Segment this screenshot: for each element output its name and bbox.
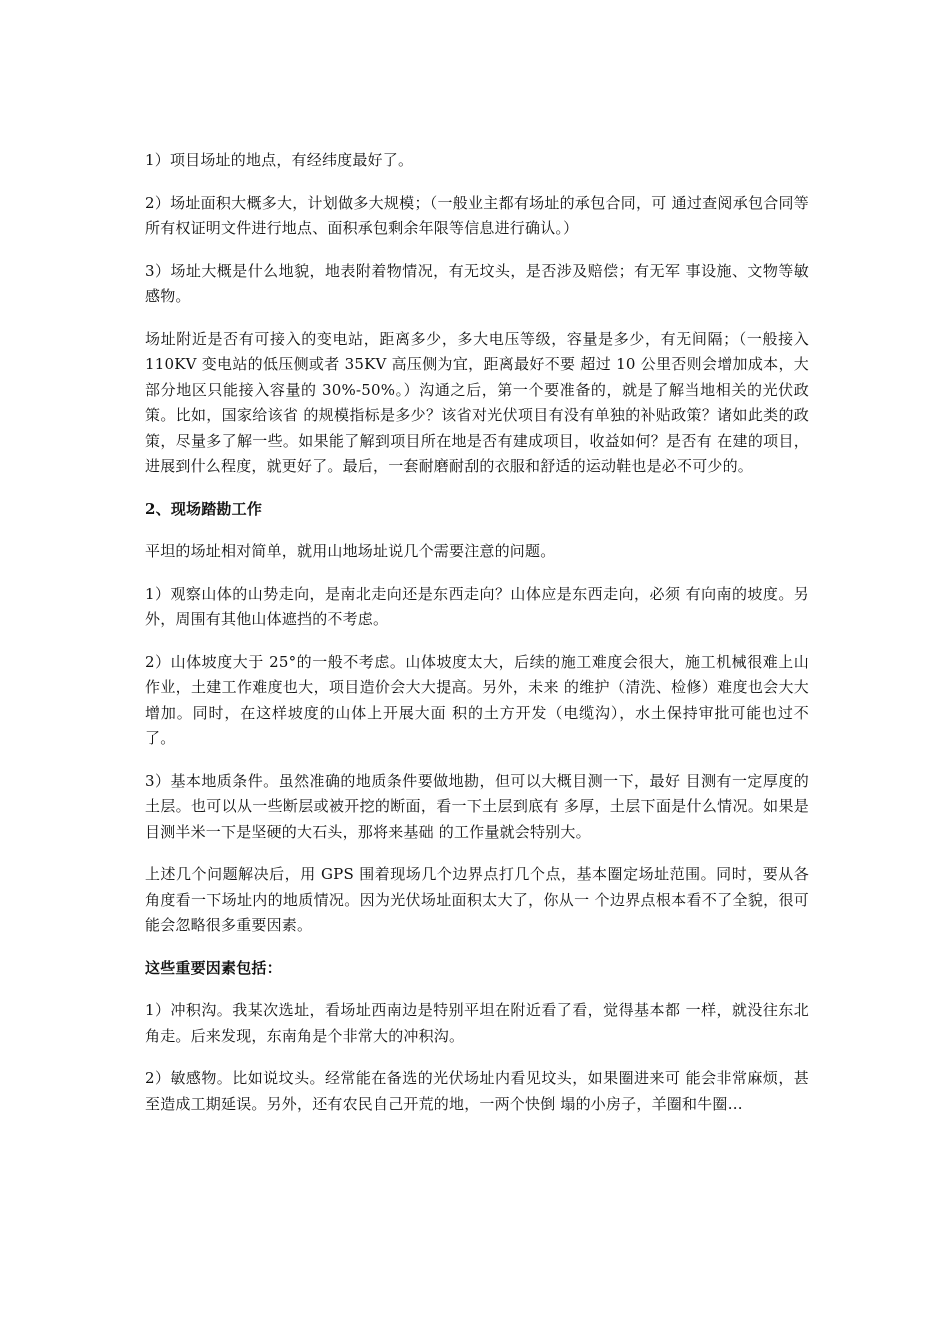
paragraph-site-location: 1）项目场址的地点，有经纬度最好了。 — [145, 151, 414, 169]
paragraph-slope: 2）山体坡度大于 25°的一般不考虑。山体坡度太大，后续的施工难度会很大，施工机械很难上山作业，土建工作难度也大，项目造价会大大提高。另外，未来 的维护（清洗、检修）难度也会大大增加。同时，在这样坡度的山体上开展大面 积的土方开发（电缆沟），水土保持审批可能也过不了。 — [145, 652, 809, 747]
section-heading-important-factors: 这些重要因素包括： — [145, 958, 282, 977]
paragraph-substation: 场址附近是否有可接入的变电站，距离多少，多大电压等级，容量是多少，有无间隔；（一般接入 110KV 变电站的低压侧或者 35KV 高压侧为宜，距离最好不要 超过 10 公里否则会增加成本，大部分地区只能接入容量的 30%-50%。）沟通之后，第一个要准备的，就是了解当地相关的光伏政策。比如，国家给该省 的规模指标是多少？该省对光伏项目有没有单独的补贴政策？诸如此类的政策，尽量多了解一些。如果能了解到项目所在地是否有建成项目，收益如何？是否有 在建的项目，进展到什么程度，就更好了。最后，一套耐磨耐刮的衣服和舒适的运动鞋也是必不可少的。 — [145, 329, 809, 475]
paragraph-gps: 上述几个问题解决后，用 GPS 围着现场几个边界点打几个点，基本圈定场址范围。同时，要从各角度看一下场址内的地质情况。因为光伏场址面积太大了，你从一 个边界点根本看不了全貌，很可能会忽略很多重要因素。 — [145, 865, 809, 934]
paragraph-geology: 3）基本地质条件。虽然准确的地质条件要做地勘，但可以大概目测一下，最好 目测有一定厚度的土层。也可以从一些断层或被开挖的断面，看一下土层到底有 多厚，土层下面是什么情况。如果是目测半米一下是坚硬的大石头，那将来基础 的工作量就会特别大。 — [145, 771, 809, 841]
section-heading-site-survey: 2、现场踏勘工作 — [145, 499, 263, 518]
document-page — [145, 148, 809, 1134]
paragraph-sensitive-objects: 2）敏感物。比如说坟头。经常能在备选的光伏场址内看见坟头，如果圈进来可 能会非常麻烦，甚至造成工期延误。另外，还有农民自己开荒的地，一两个快倒 塌的小房子，羊圈和牛圈… — [145, 1069, 809, 1113]
paragraph-flat-site: 平坦的场址相对简单，就用山地场址说几个需要注意的问题。 — [145, 542, 556, 560]
paragraph-alluvial-gully: 1）冲积沟。我某次选址，看场址西南边是特别平坦在附近看了看，觉得基本都 一样，就没往东北角走。后来发现，东南角是个非常大的冲积沟。 — [145, 1001, 809, 1045]
paragraph-site-area: 2）场址面积大概多大，计划做多大规模；（一般业主都有场址的承包合同，可 通过查阅承包合同等所有权证明文件进行地点、面积承包剩余年限等信息进行确认。） — [145, 193, 809, 237]
paragraph-mountain-direction: 1）观察山体的山势走向，是南北走向还是东西走向？山体应是东西走向，必须 有向南的坡度。另外，周围有其他山体遮挡的不考虑。 — [145, 584, 809, 628]
paragraph-site-landform: 3）场址大概是什么地貌，地表附着物情况，有无坟头，是否涉及赔偿；有无军 事设施、文物等敏感物。 — [145, 261, 809, 305]
